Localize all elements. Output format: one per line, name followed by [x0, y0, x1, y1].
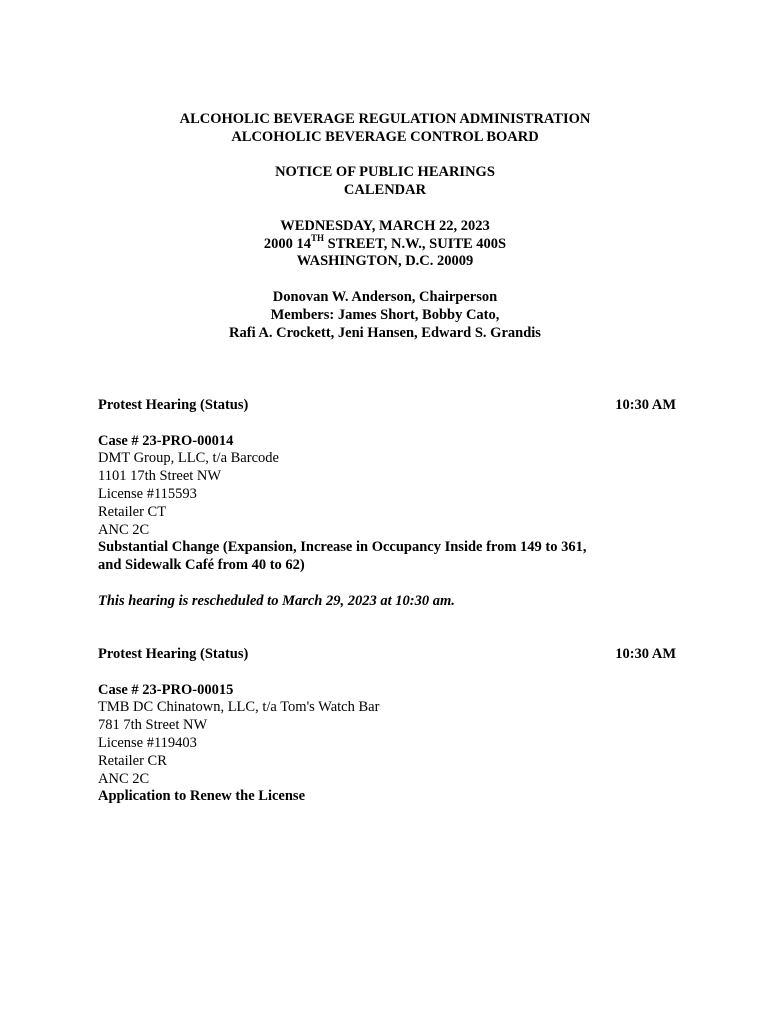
- agency-name: ALCOHOLIC BEVERAGE REGULATION ADMINISTRATION: [179, 111, 591, 127]
- notice-subtitle: CALENDAR: [343, 182, 427, 199]
- license-class: Retailer CT: [98, 503, 167, 520]
- street-address: [0, 232, 770, 254]
- hearing-type: Protest Hearing (Status): [98, 397, 249, 413]
- reschedule-note: This hearing is rescheduled to March 29, 2023 at 10:30 am.: [98, 592, 455, 609]
- entity-name: TMB DC Chinatown, LLC, t/a Tom's Watch Bar: [98, 699, 380, 716]
- license-number: License #115593: [98, 485, 197, 502]
- license-class: Retailer CR: [98, 752, 167, 769]
- address-superscript: TH: [310, 232, 324, 243]
- notice-title: NOTICE OF PUBLIC HEARINGS: [275, 164, 495, 181]
- address-rest: STREET, N.W., SUITE 400S: [324, 235, 507, 252]
- hearing-time: 10:30 AM: [615, 646, 676, 662]
- entity-address: 781 7th Street NW: [98, 717, 208, 734]
- hearing-entry: [98, 397, 676, 611]
- board-name: ALCOHOLIC BEVERAGE CONTROL BOARD: [231, 128, 539, 145]
- address-number: 2000 14: [263, 235, 311, 252]
- hearing-date: WEDNESDAY, MARCH 22, 2023: [280, 217, 490, 234]
- hearing-time: 10:30 AM: [615, 397, 676, 413]
- members-line-2: Rafi A. Crockett, Jeni Hansen, Edward S. Grandis: [229, 324, 541, 341]
- anc-district: ANC 2C: [98, 770, 150, 787]
- city-line: WASHINGTON, D.C. 20009: [296, 253, 474, 270]
- case-number: Case # 23-PRO-00014: [98, 432, 234, 449]
- anc-district: ANC 2C: [98, 521, 150, 538]
- license-number: License #119403: [98, 734, 197, 751]
- members-line-1: Members: James Short, Bobby Cato,: [270, 306, 500, 323]
- document-header: [0, 111, 770, 342]
- notice-block: [0, 164, 770, 200]
- hearing-description: Substantial Change (Expansion, Increase in Occupancy Inside from 149 to 361, and Sidewalk Café from 40 to 62): [98, 539, 587, 574]
- entity-name: DMT Group, LLC, t/a Barcode: [98, 450, 279, 467]
- hearing-type: Protest Hearing (Status): [98, 646, 249, 662]
- hearing-entry: [98, 646, 676, 806]
- date-location-block: [0, 218, 770, 271]
- entity-address: 1101 17th Street NW: [98, 468, 222, 485]
- board-members-block: [0, 289, 770, 342]
- hearing-heading: [98, 397, 676, 415]
- chairperson: Donovan W. Anderson, Chairperson: [272, 288, 498, 305]
- case-number: Case # 23-PRO-00015: [98, 681, 234, 698]
- hearing-heading: [98, 646, 676, 664]
- hearing-description: Application to Renew the License: [98, 788, 306, 805]
- agency-block: [0, 111, 770, 147]
